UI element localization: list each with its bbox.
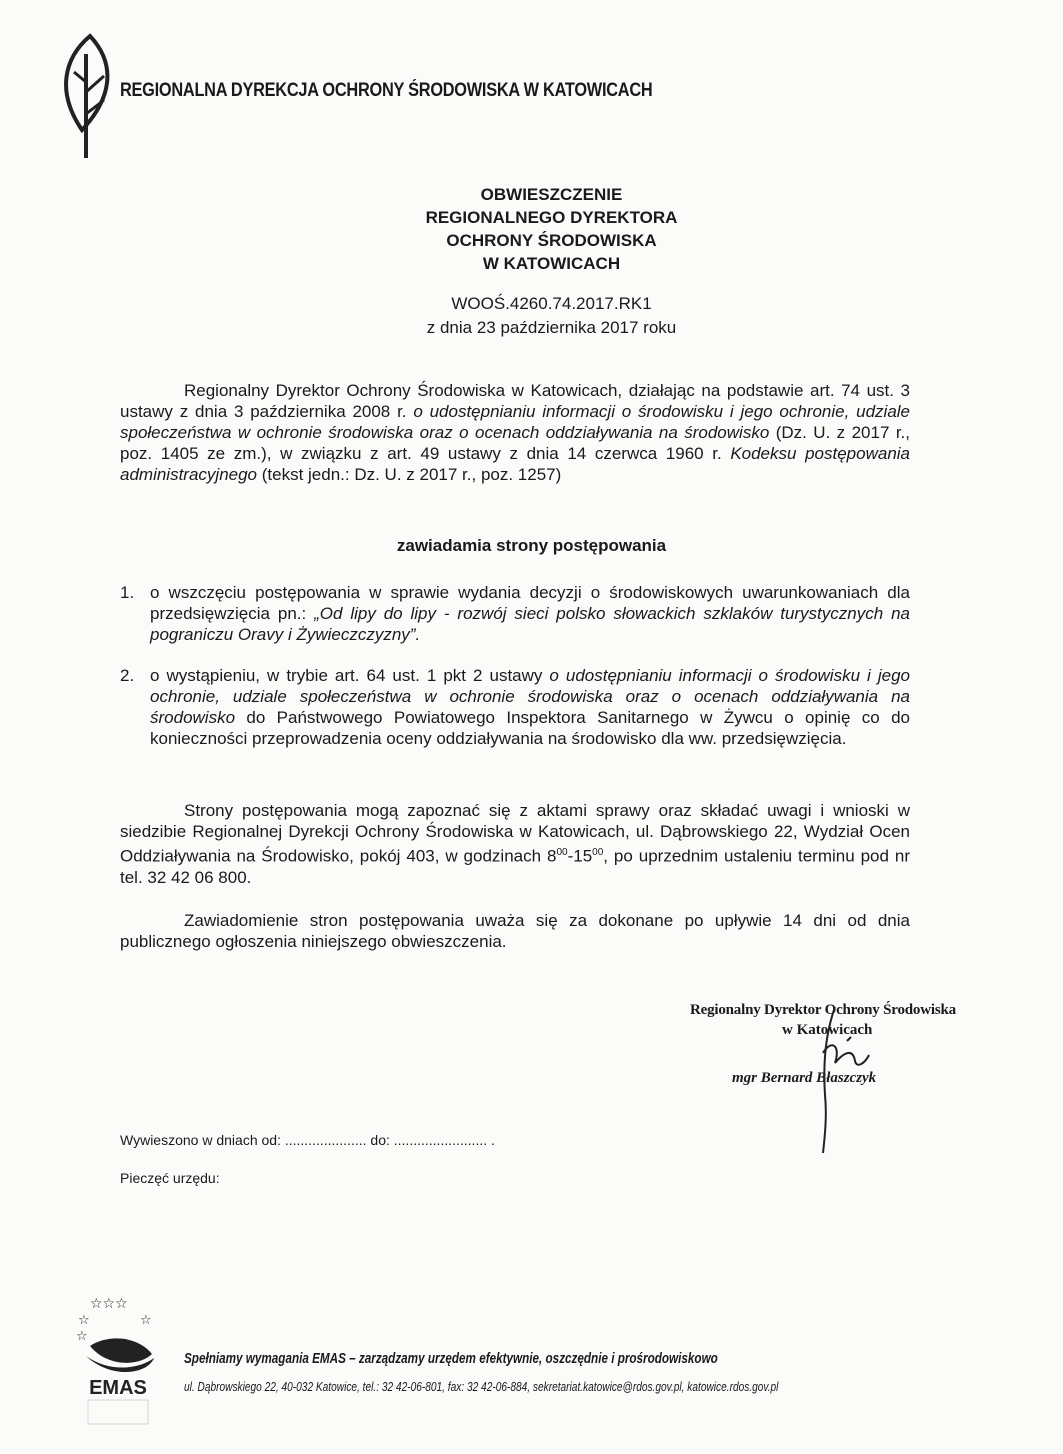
svg-text:☆☆☆: ☆☆☆ bbox=[90, 1296, 128, 1312]
footer-motto: Spełniamy wymagania EMAS – zarządzamy urzędem efektywnie, oszczędnie i prośrodowiskowo bbox=[184, 1350, 718, 1367]
list-text: o wszczęciu postępowania w sprawie wydania decyzji o środowiskowych uwarunkowaniach dla przedsięwzięcia pn.: „Od lipy do lipy - rozwój sieci polsko słowackich szklaków turystycznych na pograniczu Oravy i Żywieczczyzny”. bbox=[150, 583, 910, 644]
intro-text-3: (tekst jedn.: Dz. U. z 2017 r., poz. 1257) bbox=[257, 465, 562, 484]
signatory-city: w Katowicach bbox=[782, 1022, 873, 1038]
list-item bbox=[120, 582, 910, 652]
intro-act-title: o udostępnianiu informacji o środowisku i jego ochronie, udziale społeczeństwa w ochronie środowiska oraz o ocenach oddziaływania na środowisko bbox=[120, 402, 911, 442]
signatory-title: Regionalny Dyrektor Ochrony Środowiska bbox=[690, 1002, 956, 1018]
intro-paragraph bbox=[120, 380, 910, 485]
list-item bbox=[120, 665, 910, 780]
svg-text:☆: ☆ bbox=[78, 1313, 90, 1328]
intro-code-title: Kodeksu postępowania administracyjnego bbox=[120, 444, 910, 484]
title-line-1: OBWIESZCZENIE bbox=[480, 185, 623, 204]
title-line-4: W KATOWICACH bbox=[482, 254, 621, 273]
parties-paragraph: Strony postępowania mogą zapoznać się z aktami sprawy oraz składać uwagi i wnioski w siedzibie Regionalnej Dyrekcji Ochrony Środowiska w Katowicach, ul. Dąbrowskiego 22, Wydział Ocen Oddziaływania na Środowisko, pokój 403, w godzinach $8^{00}-15^{00}$, po uprzednim ustaleniu terminu pod nr tel. 32 42 06 800. bbox=[120, 801, 910, 887]
signatory-name: mgr Bernard Błaszczyk bbox=[732, 1070, 877, 1086]
list-number: 2. bbox=[120, 666, 135, 685]
office-stamp-field: Pieczęć urzędu: bbox=[120, 1170, 220, 1186]
title-line-3: OCHRONY ŚRODOWISKA bbox=[446, 231, 657, 250]
list-text: o wystąpieniu, w trybie art. 64 ust. 1 pkt 2 ustawy o udostępnianiu informacji o środowisku i jego ochronie, udziale społeczeństwa w ochronie środowiska oraz o ocenach oddziaływania na środowisko do Państwowego Powiatowego Inspektora Sanitarnego w Żywcu o opinię co do konieczności przeprowadzenia oceny oddziaływania na środowisko dla ww. przedsięwzięcia. bbox=[150, 666, 910, 748]
intro-text-1: Regionalny Dyrektor Ochrony Środowiska w Katowicach, działając na podstawie art. 74 ust. 3 ustawy z dnia 3 października 2008 r. bbox=[120, 381, 910, 421]
svg-text:☆: ☆ bbox=[140, 1313, 152, 1328]
title-line-2: REGIONALNEGO DYREKTORA bbox=[425, 208, 678, 227]
reference-block bbox=[0, 292, 1063, 340]
act-title: o udostępnianiu informacji o środowisku i jego ochronie, udziale społeczeństwa w ochronie środowiska oraz o ocenach oddziaływania na środowisko bbox=[150, 666, 910, 727]
handwritten-signature bbox=[795, 1005, 885, 1155]
document-title bbox=[0, 183, 1063, 275]
list-number: 1. bbox=[120, 583, 135, 602]
project-name: „Od lipy do lipy - rozwój sieci polsko słowackich szklaków turystycznych na pograniczu Oravy i Żywieczczyzny”. bbox=[150, 604, 910, 644]
emas-label: EMAS bbox=[89, 1377, 147, 1399]
notice-paragraph: Zawiadomienie stron postępowania uważa się za dokonane po upływie 14 dni od dnia publicznego ogłoszenia niniejszego obwieszczenia. bbox=[120, 911, 910, 951]
posted-dates-field: Wywieszono w dniach od: ..................... do: ........................ . bbox=[120, 1132, 495, 1148]
emas-logo bbox=[68, 1294, 168, 1434]
document-date: z dnia 23 października 2017 roku bbox=[426, 318, 677, 337]
svg-text:☆: ☆ bbox=[76, 1329, 88, 1344]
notify-heading: zawiadamia strony postępowania bbox=[396, 536, 667, 555]
rdos-leaf-logo bbox=[52, 30, 126, 160]
footer-address: ul. Dąbrowskiego 22, 40-032 Katowice, tel.: 32 42-06-801, fax: 32 42-06-884, sekretariat.katowice@rdos.gov.pl, katowice.rdos.gov.pl bbox=[184, 1379, 779, 1394]
case-number: WOOŚ.4260.74.2017.RK1 bbox=[451, 294, 652, 313]
intro-text-2: (Dz. U. z 2017 r., poz. 1405 ze zm.), w związku z art. 49 ustawy z dnia 14 czerwca 1960 r. bbox=[120, 423, 910, 463]
organization-name: REGIONALNA DYREKCJA OCHRONY ŚRODOWISKA W KATOWICACH bbox=[120, 80, 653, 101]
